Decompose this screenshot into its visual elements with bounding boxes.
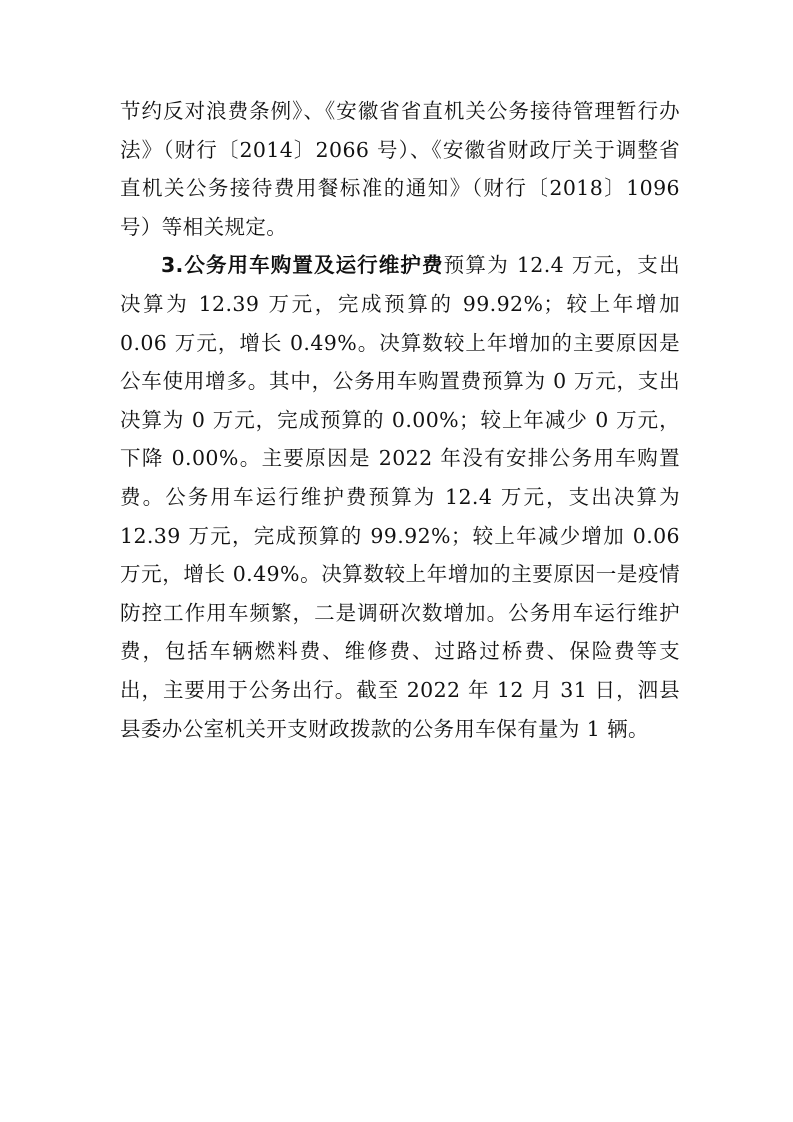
- paragraph-regulations-text: 节约反对浪费条例》、《安徽省省直机关公务接待管理暂行办法》（财行〔2014〕2066 号）、《安徽省财政厅关于调整省直机关公务接待费用餐标准的通知》（财行〔2018〕1096 号）等相关规定。: [120, 99, 680, 239]
- document-page: [120, 92, 680, 748]
- paragraph-regulations: [120, 92, 680, 246]
- paragraph-vehicle-body: 预算为 12.4 万元，支出决算为 12.39 万元，完成预算的 99.92%；较上年增加 0.06 万元，增长 0.49%。决算数较上年增加的主要原因是公车使用增多。其中，公务用车购置费预算为 0 万元，支出决算为 0 万元，完成预算的 0.00%；较上年减少 0 万元，下降 0.00%。主要原因是 2022 年没有安排公务用车购置费。公务用车运行维护费预算为 12.4 万元，支出决算为 12.39 万元，完成预算的 99.92%；较上年减少增加 0.06 万元，增长 0.49%。决算数较上年增加的主要原因一是疫情防控工作用车频繁，二是调研次数增加。公务用车运行维护费，包括车辆燃料费、维修费、过路过桥费、保险费等支出，主要用于公务出行。截至 2022 年 12 月 31 日，泗县县委办公室机关开支财政拨款的公务用车保有量为 1 辆。: [120, 253, 680, 741]
- section-heading-vehicle: 3.公务用车购置及运行维护费: [161, 253, 444, 278]
- paragraph-vehicle-expenses: [120, 246, 680, 748]
